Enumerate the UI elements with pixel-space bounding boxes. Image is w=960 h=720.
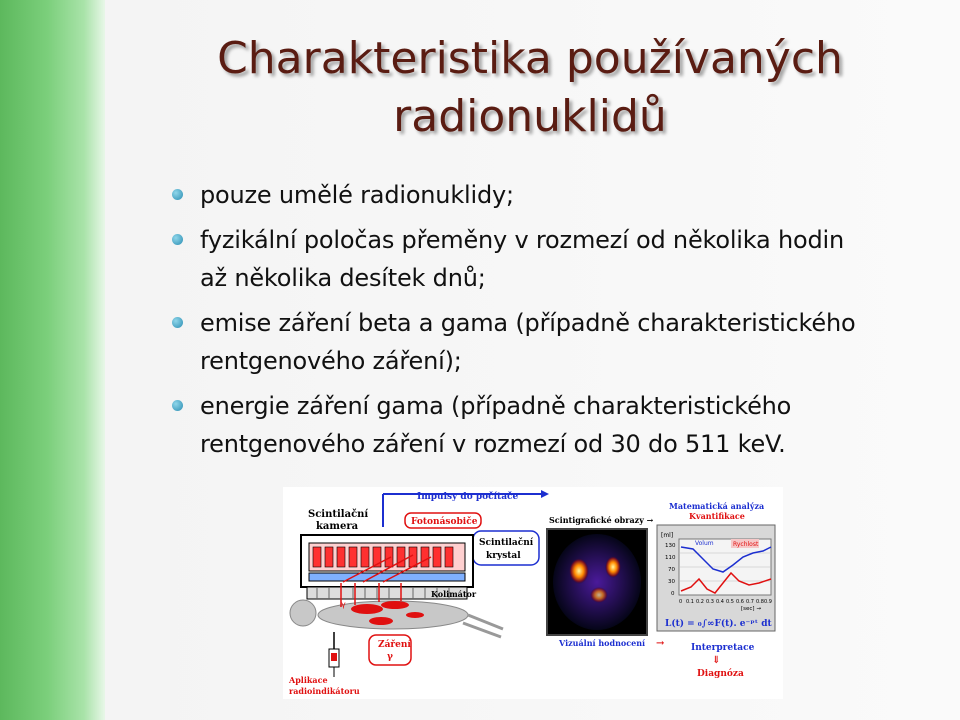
bullet-item <box>172 387 932 463</box>
zareni-label-1: Záření <box>378 640 411 650</box>
bullet-item <box>172 221 932 297</box>
bullet-dot-icon <box>172 400 183 411</box>
bullet-text-continued: až několika desítek dnů; <box>200 264 486 292</box>
y-tick: 0 <box>671 591 675 597</box>
ml-label: [ml] <box>661 532 674 539</box>
x-tick: 0.1 <box>686 599 694 605</box>
kolimator-label: Kolimátor <box>431 589 477 599</box>
bullet-text-continued: rentgenového záření); <box>200 347 462 375</box>
bullet-dot-icon <box>172 234 183 245</box>
aplikace-label-1: Aplikace <box>289 675 328 685</box>
bullet-item <box>172 176 932 214</box>
slide-title <box>150 30 910 146</box>
aplikace-label-2: radioindikátoru <box>289 686 360 696</box>
rychlost-legend: Rychlost <box>733 541 759 548</box>
x-tick: 0.7 <box>746 599 754 605</box>
scintigraphy-diagram <box>283 487 783 699</box>
title-line-1: Charakteristika používaných <box>217 33 843 84</box>
krystal-label-1: Scintilační <box>479 538 534 548</box>
title-line-2: radionuklidů <box>393 91 667 142</box>
y-tick: 70 <box>668 567 675 573</box>
bullet-item <box>172 304 932 380</box>
bullet-text: emise záření beta a gama (případně charakteristického <box>200 309 856 337</box>
zareni-label-2: γ <box>387 652 393 662</box>
x-tick: 0 <box>679 599 683 605</box>
impulsy-label: Impulsy do počítače <box>417 492 519 502</box>
diagnoza-arrow: ⇓ <box>712 655 721 666</box>
krystal-label-2: krystal <box>486 551 521 561</box>
bullet-text: energie záření gama (případně charakteristického <box>200 392 792 420</box>
diagnoza-label: Diagnóza <box>697 669 744 679</box>
camera-label-1: Scintilační <box>308 509 369 520</box>
kvantifikace-label: Kvantifikace <box>689 511 745 521</box>
sec-label: [sec] → <box>741 606 761 612</box>
bullet-list <box>172 176 932 470</box>
x-tick: 0.3 <box>706 599 714 605</box>
syringe-icon <box>329 632 339 677</box>
patient-figure <box>290 600 503 637</box>
bullet-text: pouze umělé radionuklidy; <box>200 181 514 209</box>
interpretace-label: Interpretace <box>691 643 755 653</box>
formula-label: L(t) = ₀∫∞F(t). e⁻ᵖᵗ dt <box>665 619 772 629</box>
vizualni-label: Vizuální hodnocení <box>559 638 646 648</box>
matematicka-label: Matematická analýza <box>669 501 765 511</box>
camera-label-2: kamera <box>316 521 359 532</box>
x-tick: 0.5 <box>726 599 734 605</box>
y-tick: 30 <box>668 579 675 585</box>
y-tick: 130 <box>665 543 676 549</box>
bullet-text: fyzikální poločas přeměny v rozmezí od několika hodin <box>200 226 844 254</box>
x-tick: 0.4 <box>716 599 724 605</box>
x-tick: 0.6 <box>736 599 744 605</box>
bullet-dot-icon <box>172 317 183 328</box>
x-tick: 0.8 <box>756 599 764 605</box>
green-sidebar <box>0 0 105 720</box>
gamma-symbol: γ <box>341 600 346 609</box>
x-tick: 0.2 <box>696 599 704 605</box>
obrazy-label: Scintigrafické obrazy → <box>549 515 654 525</box>
fotonasobice-label: Fotonásobiče <box>411 517 478 527</box>
y-tick: 110 <box>665 555 676 561</box>
bullet-text-continued: rentgenového záření v rozmezí od 30 do 511 keV. <box>200 430 786 458</box>
bullet-dot-icon <box>172 189 183 200</box>
volum-legend: Volum <box>695 540 714 547</box>
x-tick: 0.9 <box>764 599 772 605</box>
arrow-to-interpretace: → <box>656 638 665 649</box>
